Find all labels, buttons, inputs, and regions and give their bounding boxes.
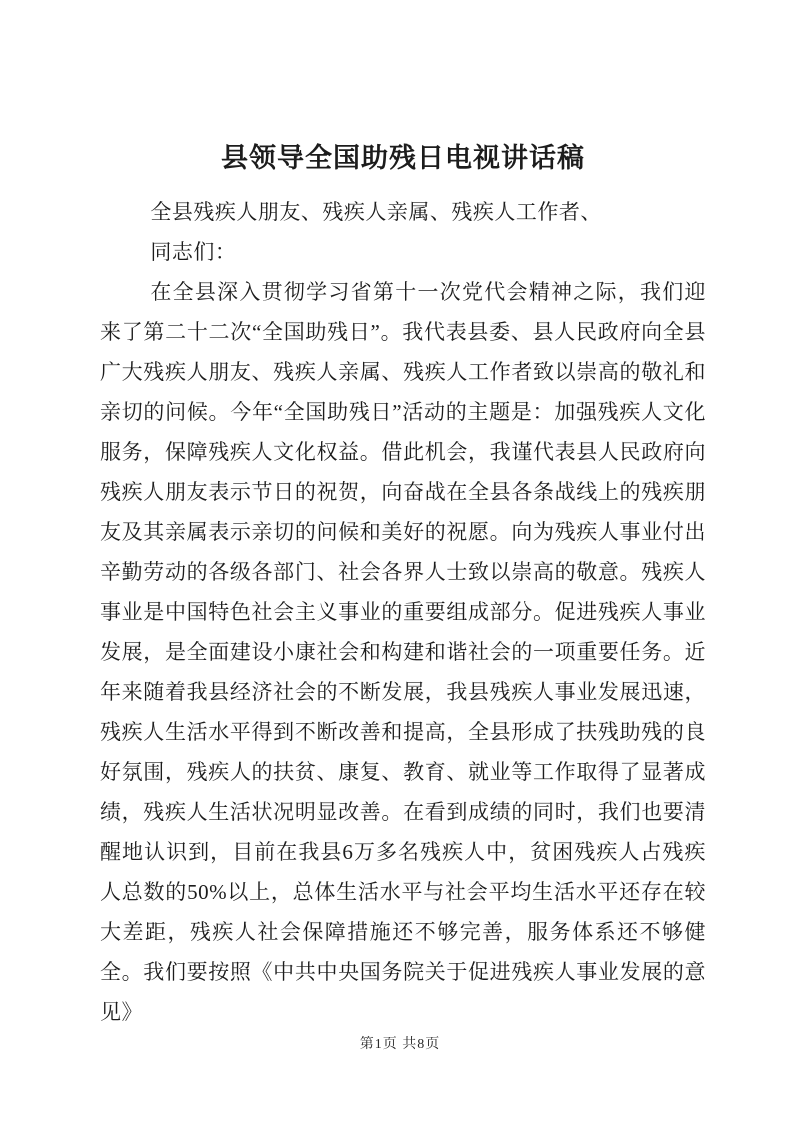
page-number-footer: 第1页 共8页	[359, 1037, 441, 1052]
document-title: 县领导全国助残日电视讲话稿	[221, 143, 585, 173]
salutation-line-2: 同志们：	[150, 240, 237, 264]
salutation-line-1: 全县残疾人朋友、残疾人亲属、残疾人工作者、	[150, 200, 602, 224]
body-paragraph: 在全县深入贯彻学习省第十一次党代会精神之际，我们迎来了第二十二次“全国助残日”。我代表县委、县人民政府向全县广大残疾人朋友、残疾人亲属、残疾人工作者致以崇高的敬礼和亲切的问候。今年“全国助残日”活动的主题是：加强残疾人文化服务，保障残疾人文化权益。借此机会，我谨代表县人民政府向残疾人朋友表示节日的祝贺，向奋战在全县各条战线上的残疾朋友及其亲属表示亲切的问候和美好的祝愿。向为残疾人事业付出辛勤劳动的各级各部门、社会各界人士致以崇高的敬意。残疾人事业是中国特色社会主义事业的重要组成部分。促进残疾人事业发展，是全面建设小康社会和构建和谐社会的一项重要任务。近年来随着我县经济社会的不断发展，我县残疾人事业发展迅速，残疾人生活水平得到不断改善和提高，全县形成了扶残助残的良好氛围，残疾人的扶贫、康复、教育、就业等工作取得了显著成绩，残疾人生活状况明显改善。在看到成绩的同时，我们也要清醒地认识到，目前在我县6万多名残疾人中，贫困残疾人占残疾人总数的50%以上，总体生活水平与社会平均生活水平还存在较大差距，残疾人社会保障措施还不够完善，服务体系还不够健全。我们要按照《中共中央国务院关于促进残疾人事业发展的意见》	[100, 280, 706, 1024]
